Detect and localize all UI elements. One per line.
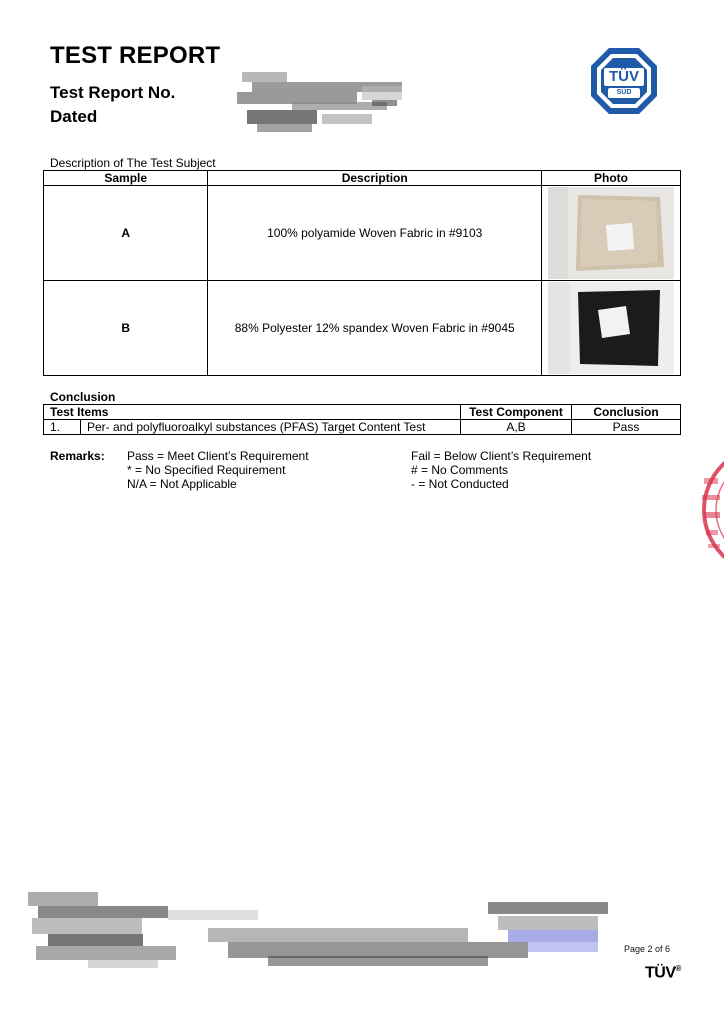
remarks-right-column: [411, 449, 591, 491]
remark-item: # = No Comments: [411, 463, 509, 477]
footer-brand-text: TÜV: [645, 964, 676, 982]
table-row: [44, 281, 681, 376]
description-header-row: [44, 171, 681, 186]
remark-item: N/A = Not Applicable: [127, 477, 237, 491]
description-table: [43, 170, 681, 376]
inspection-stamp: [698, 440, 724, 580]
column-header-photo: Photo: [542, 171, 681, 186]
column-header-sample: Sample: [44, 171, 208, 186]
tuv-sud-logo: [589, 46, 659, 116]
report-number-label: Test Report No.: [50, 83, 176, 102]
registered-mark: ®: [675, 964, 681, 973]
conclusion-section-label: Conclusion: [50, 390, 116, 404]
column-header-description: Description: [208, 171, 542, 186]
page-number: Page 2 of 6: [624, 944, 671, 954]
test-item-name: Per- and polyfluoroalkyl substances (PFAS) Target Content Test: [81, 420, 461, 435]
column-header-conclusion: Conclusion: [572, 405, 681, 420]
black-fabric-photo: [548, 282, 674, 374]
dated-label: Dated: [50, 107, 98, 126]
test-component: A,B: [461, 420, 572, 435]
column-header-test-items: Test Items: [44, 405, 461, 420]
remark-item: * = No Specified Requirement: [127, 463, 286, 477]
sample-photo-cell: [542, 186, 681, 281]
logo-text-top: TÜV: [609, 68, 639, 85]
conclusion-header-row: [44, 405, 681, 420]
beige-fabric-photo: [548, 187, 674, 279]
conclusion-table: [43, 404, 681, 435]
remark-item: Fail = Below Client’s Requirement: [411, 449, 592, 463]
test-item-number: 1.: [44, 420, 81, 435]
table-row: [44, 420, 681, 435]
logo-text-bottom: SÜD: [616, 89, 632, 96]
column-header-test-component: Test Component: [461, 405, 572, 420]
header-redaction: [232, 64, 412, 144]
footer-brand: [645, 964, 681, 982]
remarks-left-column: [127, 449, 309, 491]
remarks-label: Remarks:: [50, 449, 105, 463]
sample-photo-cell: [542, 281, 681, 376]
footer-redaction: [28, 882, 613, 982]
remark-item: Pass = Meet Client’s Requirement: [127, 449, 309, 463]
sample-description: 88% Polyester 12% spandex Woven Fabric in #9045: [208, 281, 542, 376]
sample-description: 100% polyamide Woven Fabric in #9103: [208, 186, 542, 281]
test-conclusion: Pass: [572, 420, 681, 435]
sample-id: A: [44, 186, 208, 281]
remark-item: - = Not Conducted: [411, 477, 509, 491]
report-title: TEST REPORT: [50, 42, 221, 69]
sample-id: B: [44, 281, 208, 376]
table-row: [44, 186, 681, 281]
description-section-label: Description of The Test Subject: [50, 156, 216, 170]
